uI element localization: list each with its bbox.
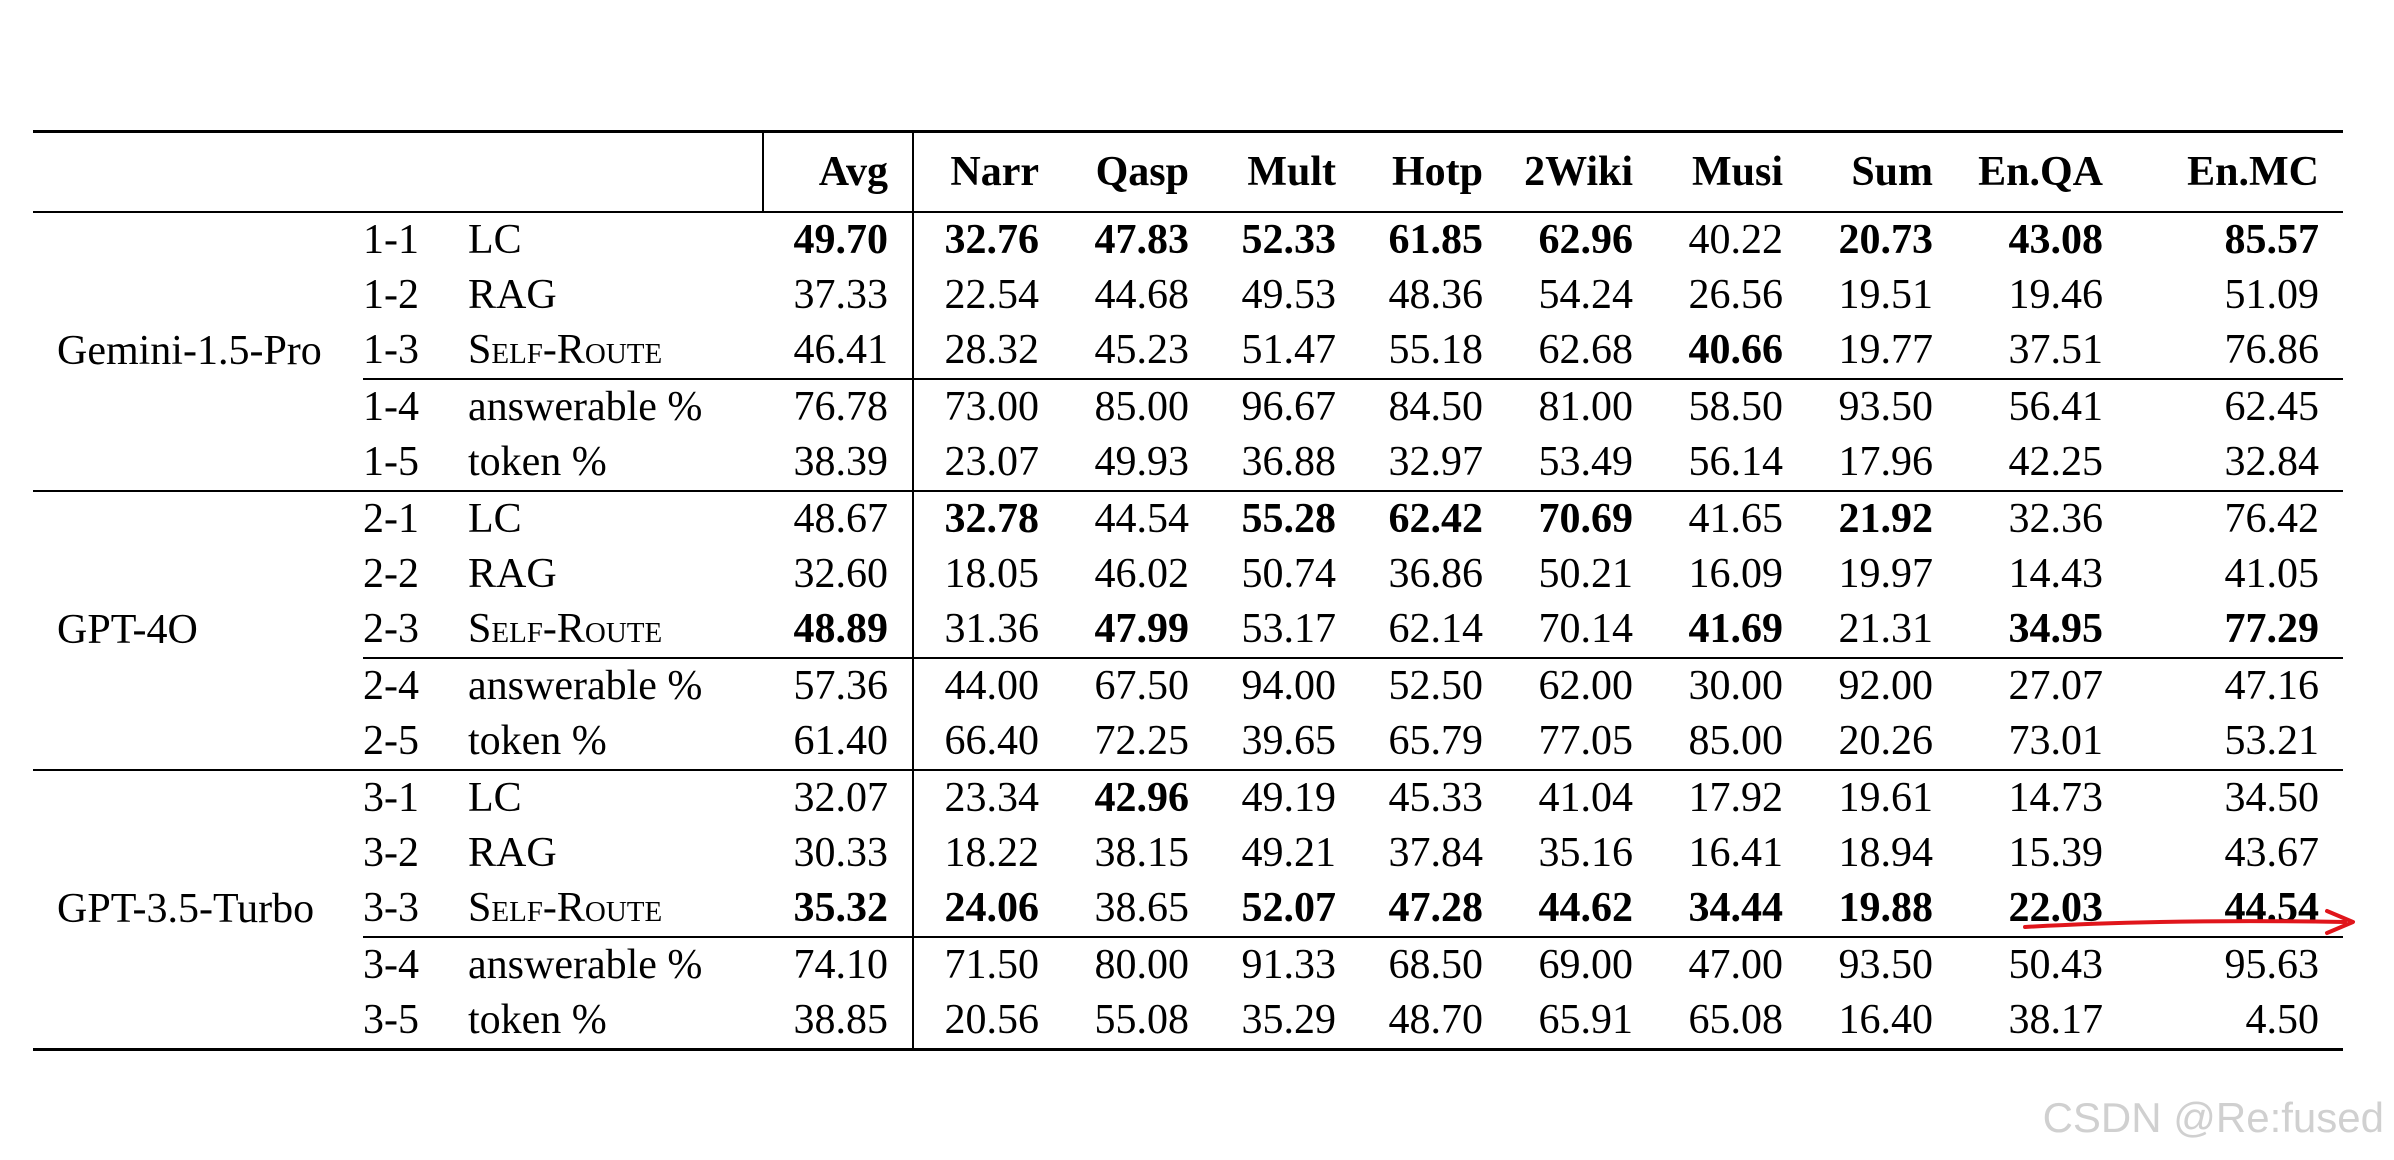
value-cell: 58.50 xyxy=(1657,379,1807,435)
value-cell: 62.96 xyxy=(1538,217,1634,263)
value-cell: 69.00 xyxy=(1507,937,1657,993)
value-cell: 65.91 xyxy=(1538,997,1634,1043)
row-id: 3-1 xyxy=(363,775,419,821)
value-cell: 37.33 xyxy=(763,268,913,323)
table-row xyxy=(33,212,2343,268)
header-row xyxy=(33,132,2343,213)
value-cell: 32.36 xyxy=(2008,496,2104,542)
value-cell: 32.97 xyxy=(1388,439,1484,485)
method-label: token % xyxy=(468,718,607,764)
value-cell: 66.40 xyxy=(944,718,1040,764)
row-id: 1-5 xyxy=(363,439,419,485)
column-header: Hotp xyxy=(1392,149,1484,195)
value-cell: 44.68 xyxy=(1094,272,1190,318)
value-cell: 47.28 xyxy=(1388,885,1484,931)
value-cell: 38.65 xyxy=(1094,885,1190,931)
value-cell: 41.05 xyxy=(2224,551,2320,597)
value-cell: 30.33 xyxy=(763,826,913,881)
value-cell: 19.97 xyxy=(1838,551,1934,597)
value-cell: 52.33 xyxy=(1241,217,1337,263)
value-cell: 21.92 xyxy=(1838,496,1934,542)
method-label: answerable % xyxy=(468,379,763,435)
value-cell: 77.29 xyxy=(2224,606,2320,652)
column-header: Narr xyxy=(950,149,1040,195)
value-cell: 23.07 xyxy=(944,439,1040,485)
value-cell: 18.05 xyxy=(944,551,1040,597)
table-row xyxy=(33,826,2343,881)
value-cell: 34.44 xyxy=(1688,885,1784,931)
column-header: Mult xyxy=(1247,149,1337,195)
value-cell: 44.54 xyxy=(2224,885,2320,931)
method-label: token % xyxy=(468,997,607,1043)
value-cell: 49.21 xyxy=(1241,830,1337,876)
value-cell: 71.50 xyxy=(913,937,1063,993)
value-cell: 22.03 xyxy=(2008,885,2104,931)
model-name: Gemini-1.5-Pro xyxy=(57,328,322,374)
row-id: 1-4 xyxy=(363,379,468,435)
value-cell: 28.32 xyxy=(944,327,1040,373)
table-row xyxy=(33,268,2343,323)
value-cell: 61.85 xyxy=(1388,217,1484,263)
value-cell: 57.36 xyxy=(763,658,913,714)
value-cell: 74.10 xyxy=(763,937,913,993)
value-cell: 55.28 xyxy=(1241,496,1337,542)
value-cell: 51.47 xyxy=(1241,327,1337,373)
column-header: Avg xyxy=(763,132,913,213)
column-header: Sum xyxy=(1851,149,1934,195)
value-cell: 40.22 xyxy=(1688,217,1784,263)
value-cell: 44.00 xyxy=(913,658,1063,714)
column-header: En.QA xyxy=(1978,149,2104,195)
value-cell: 19.61 xyxy=(1838,775,1934,821)
value-cell: 76.78 xyxy=(763,379,913,435)
value-cell: 16.40 xyxy=(1838,997,1934,1043)
value-cell: 20.73 xyxy=(1838,217,1934,263)
watermark: CSDN @Re:fused xyxy=(2042,1094,2384,1141)
row-id: 1-2 xyxy=(363,272,419,318)
value-cell: 36.88 xyxy=(1241,439,1337,485)
value-cell: 85.00 xyxy=(1063,379,1213,435)
table-row xyxy=(33,323,2343,379)
value-cell: 40.66 xyxy=(1688,327,1784,373)
value-cell: 55.18 xyxy=(1388,327,1484,373)
value-cell: 20.26 xyxy=(1838,718,1934,764)
value-cell: 49.19 xyxy=(1241,775,1337,821)
value-cell: 70.14 xyxy=(1538,606,1634,652)
value-cell: 94.00 xyxy=(1213,658,1360,714)
value-cell: 37.51 xyxy=(2008,327,2104,373)
value-cell: 48.70 xyxy=(1388,997,1484,1043)
value-cell: 80.00 xyxy=(1063,937,1213,993)
table-row xyxy=(33,881,2343,937)
value-cell: 62.42 xyxy=(1388,496,1484,542)
value-cell: 56.14 xyxy=(1688,439,1784,485)
value-cell: 46.41 xyxy=(763,323,913,379)
value-cell: 42.25 xyxy=(2008,439,2104,485)
value-cell: 93.50 xyxy=(1807,379,1957,435)
value-cell: 34.50 xyxy=(2224,775,2320,821)
value-cell: 41.65 xyxy=(1688,496,1784,542)
value-cell: 49.93 xyxy=(1094,439,1190,485)
row-id: 2-2 xyxy=(363,551,419,597)
value-cell: 65.79 xyxy=(1388,718,1484,764)
row-id: 1-1 xyxy=(363,217,419,263)
value-cell: 14.73 xyxy=(2008,775,2104,821)
value-cell: 16.41 xyxy=(1688,830,1784,876)
value-cell: 22.54 xyxy=(944,272,1040,318)
value-cell: 65.08 xyxy=(1688,997,1784,1043)
row-id: 3-4 xyxy=(363,937,468,993)
value-cell: 53.21 xyxy=(2224,718,2320,764)
row-id: 2-4 xyxy=(363,658,468,714)
value-cell: 50.21 xyxy=(1538,551,1634,597)
method-label: token % xyxy=(468,439,607,485)
value-cell: 73.01 xyxy=(2008,718,2104,764)
table-row xyxy=(33,491,2343,547)
value-cell: 50.43 xyxy=(1957,937,2127,993)
value-cell: 70.69 xyxy=(1538,496,1634,542)
value-cell: 62.45 xyxy=(2127,379,2343,435)
value-cell: 32.60 xyxy=(763,547,913,602)
value-cell: 19.88 xyxy=(1838,885,1934,931)
value-cell: 73.00 xyxy=(913,379,1063,435)
red-arrow-annotation xyxy=(2015,905,2360,945)
value-cell: 84.50 xyxy=(1360,379,1507,435)
method-label: answerable % xyxy=(468,658,763,714)
method-label: RAG xyxy=(468,272,557,318)
value-cell: 35.16 xyxy=(1538,830,1634,876)
method-label: Self-Route xyxy=(468,327,663,373)
value-cell: 49.70 xyxy=(763,212,913,268)
model-block xyxy=(33,491,2343,770)
table-row xyxy=(33,937,2343,993)
value-cell: 26.56 xyxy=(1688,272,1784,318)
table-row xyxy=(33,714,2343,770)
value-cell: 96.67 xyxy=(1213,379,1360,435)
method-label: RAG xyxy=(468,551,557,597)
value-cell: 16.09 xyxy=(1688,551,1784,597)
value-cell: 30.00 xyxy=(1657,658,1807,714)
value-cell: 43.08 xyxy=(2008,217,2104,263)
value-cell: 85.57 xyxy=(2224,217,2320,263)
value-cell: 38.17 xyxy=(2008,997,2104,1043)
column-header: Musi xyxy=(1692,149,1784,195)
value-cell: 17.96 xyxy=(1838,439,1934,485)
method-label: LC xyxy=(468,775,522,821)
method-label: answerable % xyxy=(468,937,763,993)
row-id: 3-5 xyxy=(363,997,419,1043)
value-cell: 85.00 xyxy=(1688,718,1784,764)
value-cell: 49.53 xyxy=(1241,272,1337,318)
table-row xyxy=(33,547,2343,602)
value-cell: 37.84 xyxy=(1388,830,1484,876)
method-label: Self-Route xyxy=(468,885,663,931)
value-cell: 19.51 xyxy=(1838,272,1934,318)
value-cell: 76.86 xyxy=(2224,327,2320,373)
value-cell: 19.77 xyxy=(1838,327,1934,373)
value-cell: 50.74 xyxy=(1241,551,1337,597)
value-cell: 19.46 xyxy=(2008,272,2104,318)
value-cell: 52.07 xyxy=(1241,885,1337,931)
value-cell: 44.62 xyxy=(1538,885,1634,931)
value-cell: 48.36 xyxy=(1388,272,1484,318)
value-cell: 43.67 xyxy=(2224,830,2320,876)
value-cell: 32.84 xyxy=(2224,439,2320,485)
model-block xyxy=(33,770,2343,1050)
table-row xyxy=(33,602,2343,658)
value-cell: 56.41 xyxy=(1957,379,2127,435)
value-cell: 23.34 xyxy=(944,775,1040,821)
value-cell: 76.42 xyxy=(2224,496,2320,542)
row-id: 1-3 xyxy=(363,327,419,373)
table-row xyxy=(33,435,2343,491)
value-cell: 48.67 xyxy=(763,491,913,547)
value-cell: 62.00 xyxy=(1507,658,1657,714)
value-cell: 53.17 xyxy=(1241,606,1337,652)
value-cell: 62.68 xyxy=(1538,327,1634,373)
value-cell: 81.00 xyxy=(1507,379,1657,435)
value-cell: 24.06 xyxy=(944,885,1040,931)
value-cell: 14.43 xyxy=(2008,551,2104,597)
value-cell: 42.96 xyxy=(1094,775,1190,821)
value-cell: 55.08 xyxy=(1094,997,1190,1043)
value-cell: 67.50 xyxy=(1063,658,1213,714)
value-cell: 72.25 xyxy=(1094,718,1190,764)
row-id: 2-5 xyxy=(363,718,419,764)
table-row xyxy=(33,658,2343,714)
row-id: 3-3 xyxy=(363,885,419,931)
column-header: En.MC xyxy=(2187,149,2320,195)
table-row xyxy=(33,770,2343,826)
value-cell: 62.14 xyxy=(1388,606,1484,652)
value-cell: 32.78 xyxy=(944,496,1040,542)
value-cell: 53.49 xyxy=(1538,439,1634,485)
value-cell: 21.31 xyxy=(1838,606,1934,652)
value-cell: 46.02 xyxy=(1094,551,1190,597)
value-cell: 47.99 xyxy=(1094,606,1190,652)
column-header: 2Wiki xyxy=(1524,149,1634,195)
value-cell: 20.56 xyxy=(944,997,1040,1043)
value-cell: 47.00 xyxy=(1657,937,1807,993)
value-cell: 93.50 xyxy=(1807,937,1957,993)
value-cell: 31.36 xyxy=(944,606,1040,652)
value-cell: 17.92 xyxy=(1688,775,1784,821)
value-cell: 36.86 xyxy=(1388,551,1484,597)
value-cell: 92.00 xyxy=(1807,658,1957,714)
value-cell: 91.33 xyxy=(1213,937,1360,993)
value-cell: 95.63 xyxy=(2127,937,2343,993)
table-row xyxy=(33,379,2343,435)
value-cell: 32.76 xyxy=(944,217,1040,263)
value-cell: 39.65 xyxy=(1241,718,1337,764)
value-cell: 41.04 xyxy=(1538,775,1634,821)
value-cell: 54.24 xyxy=(1538,272,1634,318)
value-cell: 35.32 xyxy=(763,881,913,937)
value-cell: 77.05 xyxy=(1538,718,1634,764)
method-label: RAG xyxy=(468,830,557,876)
value-cell: 68.50 xyxy=(1360,937,1507,993)
model-name: GPT-4O xyxy=(57,607,198,653)
method-label: Self-Route xyxy=(468,606,663,652)
value-cell: 34.95 xyxy=(2008,606,2104,652)
method-label: LC xyxy=(468,217,522,263)
value-cell: 47.16 xyxy=(2127,658,2343,714)
value-cell: 61.40 xyxy=(763,714,913,770)
value-cell: 35.29 xyxy=(1241,997,1337,1043)
value-cell: 18.94 xyxy=(1838,830,1934,876)
row-id: 3-2 xyxy=(363,830,419,876)
model-name: GPT-3.5-Turbo xyxy=(57,886,315,932)
model-block xyxy=(33,212,2343,491)
value-cell: 48.89 xyxy=(763,602,913,658)
row-id: 2-1 xyxy=(363,496,419,542)
column-header: Qasp xyxy=(1095,149,1190,195)
value-cell: 27.07 xyxy=(1957,658,2127,714)
value-cell: 38.85 xyxy=(763,993,913,1050)
value-cell: 45.33 xyxy=(1388,775,1484,821)
value-cell: 45.23 xyxy=(1094,327,1190,373)
value-cell: 18.22 xyxy=(944,830,1040,876)
value-cell: 4.50 xyxy=(2245,997,2320,1043)
value-cell: 44.54 xyxy=(1094,496,1190,542)
value-cell: 52.50 xyxy=(1360,658,1507,714)
value-cell: 41.69 xyxy=(1688,606,1784,652)
value-cell: 47.83 xyxy=(1094,217,1190,263)
value-cell: 15.39 xyxy=(2008,830,2104,876)
value-cell: 38.15 xyxy=(1094,830,1190,876)
value-cell: 38.39 xyxy=(763,435,913,491)
results-table xyxy=(33,130,2343,1051)
value-cell: 32.07 xyxy=(763,770,913,826)
table-row xyxy=(33,993,2343,1050)
header-blank xyxy=(33,132,763,213)
value-cell: 51.09 xyxy=(2224,272,2320,318)
method-label: LC xyxy=(468,496,522,542)
row-id: 2-3 xyxy=(363,606,419,652)
